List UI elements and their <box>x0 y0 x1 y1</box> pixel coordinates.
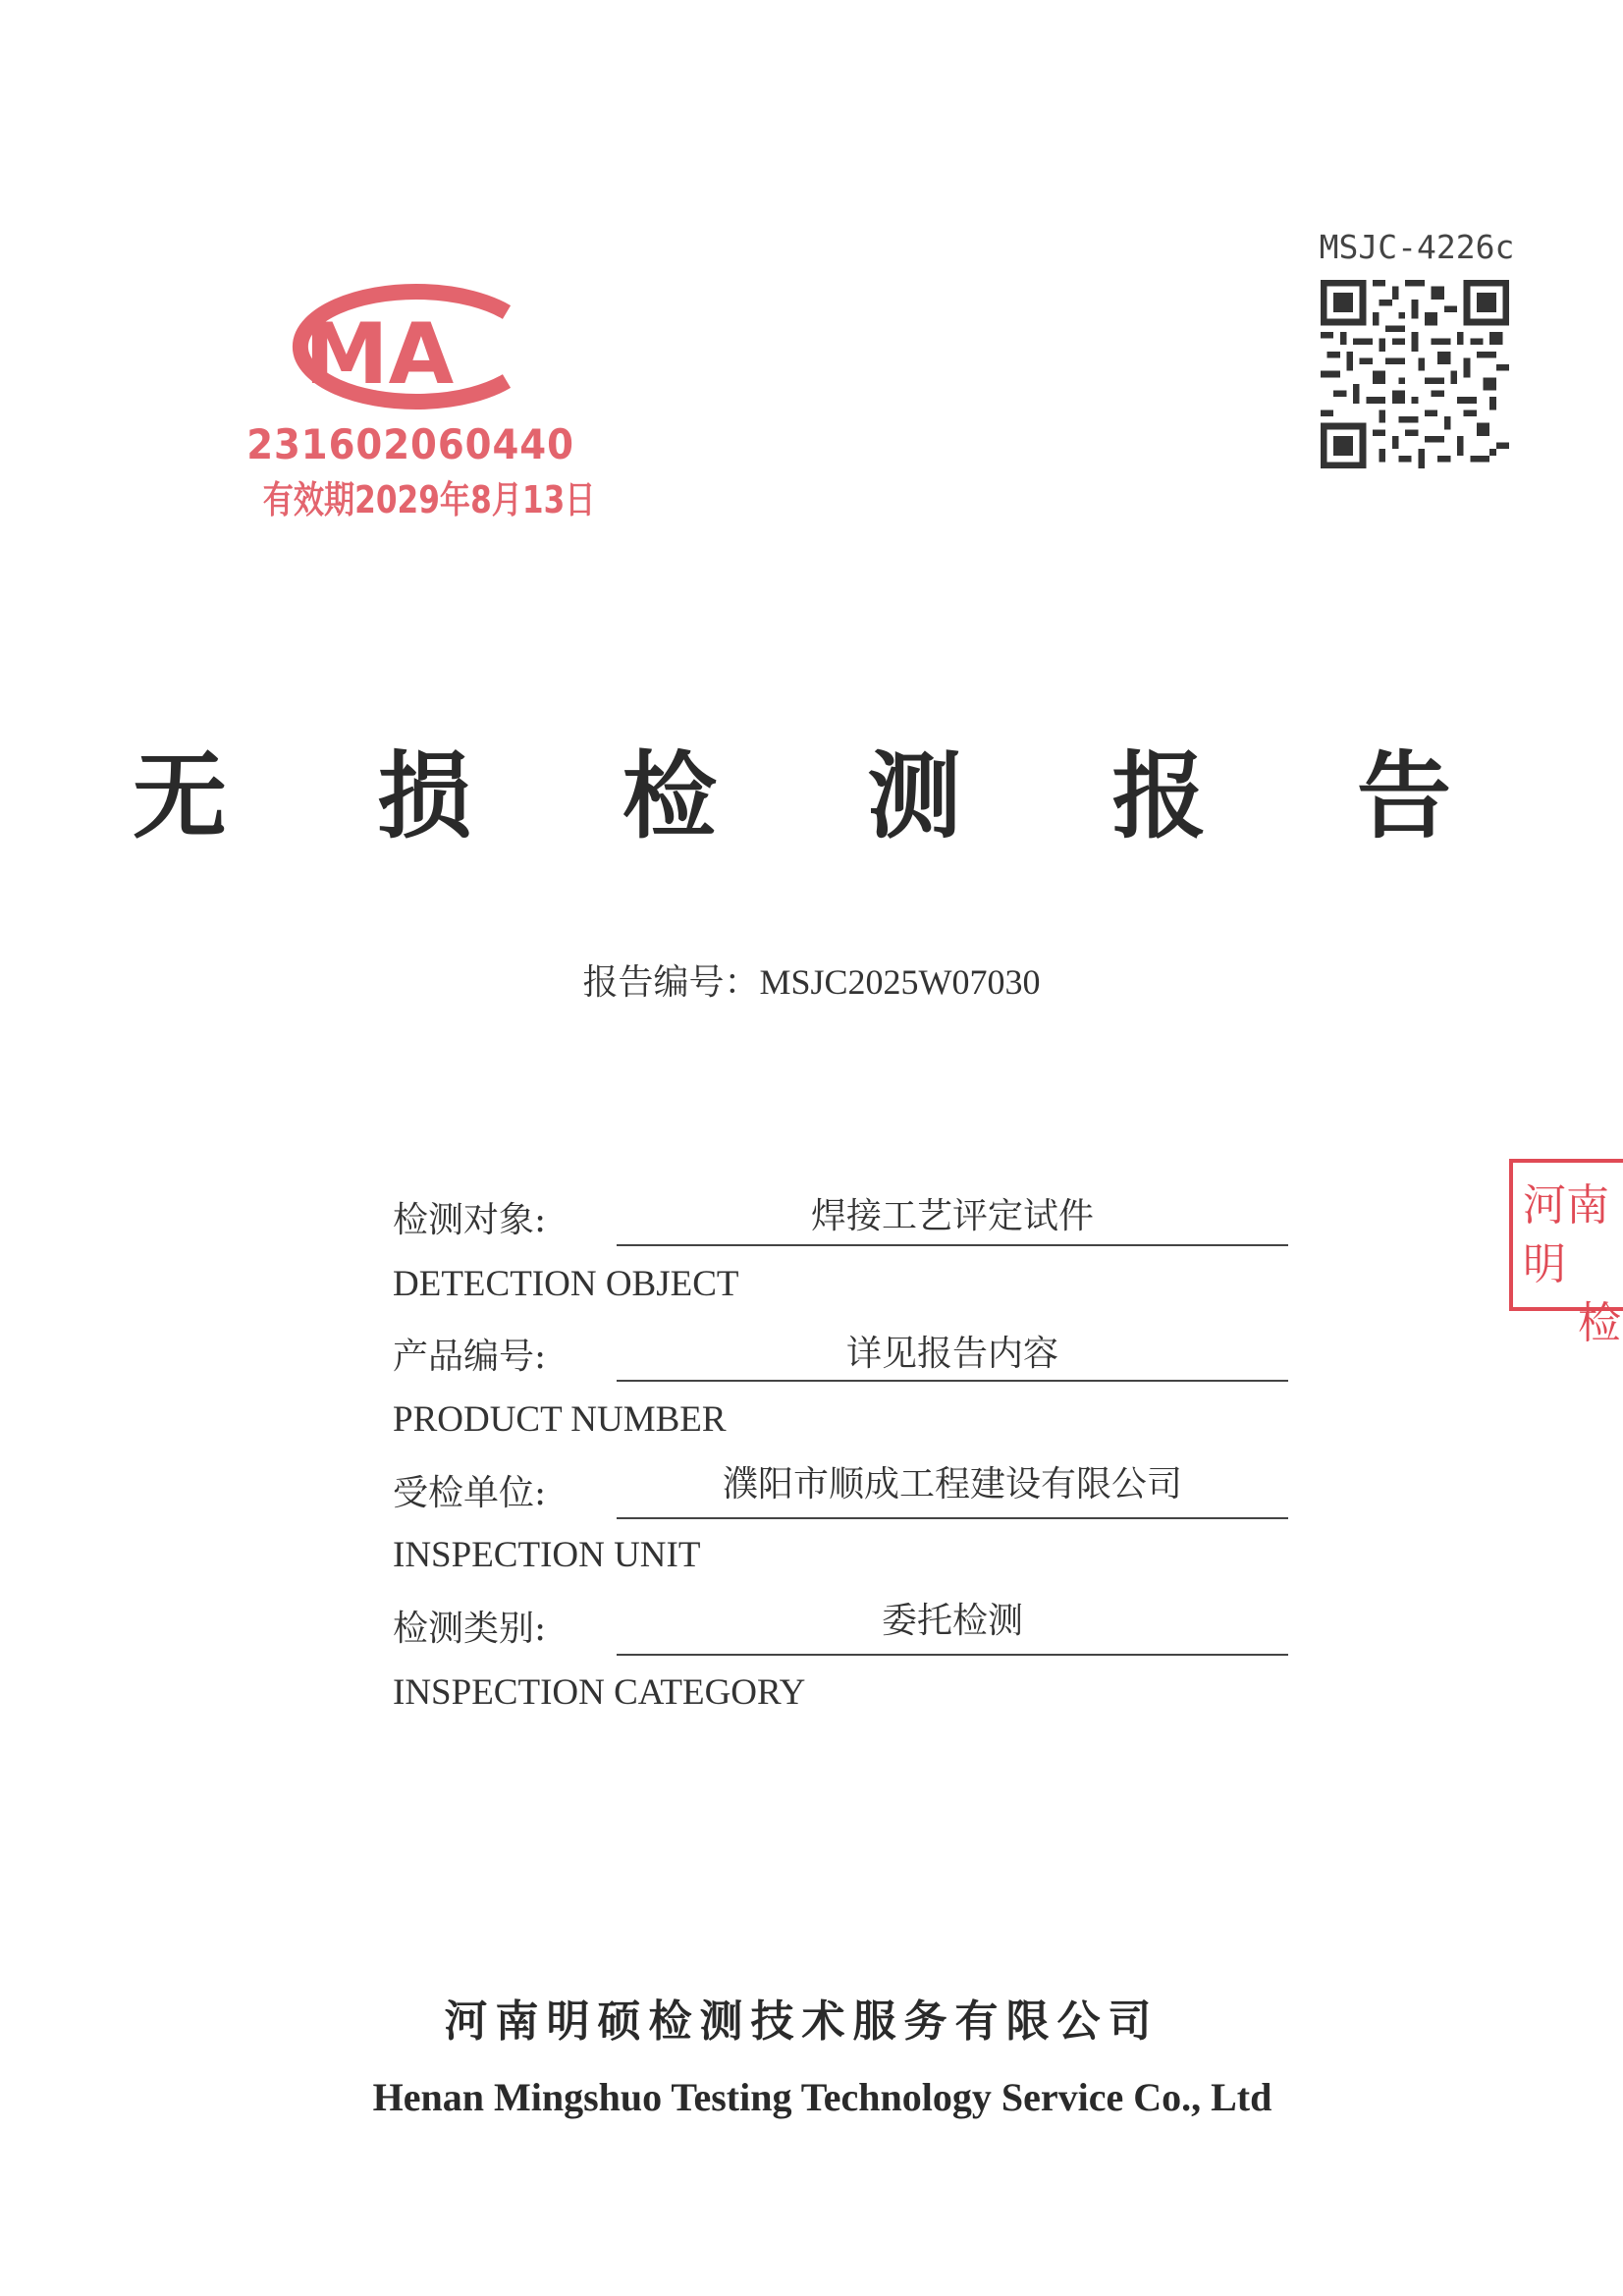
field-underline <box>617 1517 1288 1519</box>
company-seal-stamp <box>1509 1159 1623 1348</box>
report-number-value: MSJC2025W07030 <box>759 962 1041 1002</box>
field-label-en: INSPECTION UNIT <box>393 1535 701 1575</box>
cma-logo-icon <box>261 283 526 410</box>
report-number-label: 报告编号： <box>582 962 760 1003</box>
field-value-product-number: 详见报告内容 <box>845 1334 1058 1374</box>
svg-text:MA: MA <box>304 305 455 404</box>
report-title: 无 损 检 测 报 告 <box>132 740 1511 851</box>
field-label-cn: 受检单位: <box>393 1473 547 1513</box>
cma-validity: 有效期2029年8月13日 <box>262 478 596 521</box>
field-value-detection-object: 焊接工艺评定试件 <box>810 1196 1094 1236</box>
report-number <box>0 955 1623 1005</box>
qr-code-icon <box>1321 280 1509 468</box>
field-underline <box>617 1244 1288 1246</box>
stamp-line-2: 检 <box>1578 1298 1621 1348</box>
field-label-en: DETECTION OBJECT <box>393 1264 739 1304</box>
field-value-inspection-category: 委托检测 <box>881 1601 1023 1641</box>
stamp-line-1: 河南明 <box>1523 1180 1609 1289</box>
field-label-cn: 检测类别: <box>393 1609 547 1649</box>
field-label-cn: 产品编号: <box>393 1337 547 1377</box>
document-code: MSJC-4226c <box>1319 228 1515 266</box>
company-name-cn: 河南明硕检测技术服务有限公司 <box>444 1996 1160 2047</box>
field-underline <box>617 1654 1288 1656</box>
field-label-cn: 检测对象: <box>393 1200 547 1240</box>
cma-number: 231602060440 <box>246 420 574 468</box>
field-underline <box>617 1380 1288 1382</box>
field-label-en: INSPECTION CATEGORY <box>393 1672 806 1713</box>
cma-seal <box>234 283 596 528</box>
company-name-en: Henan Mingshuo Testing Technology Service Co., Ltd <box>372 2075 1272 2119</box>
field-value-inspection-unit: 濮阳市顺成工程建设有限公司 <box>722 1464 1182 1504</box>
field-label-en: PRODUCT NUMBER <box>393 1399 727 1440</box>
